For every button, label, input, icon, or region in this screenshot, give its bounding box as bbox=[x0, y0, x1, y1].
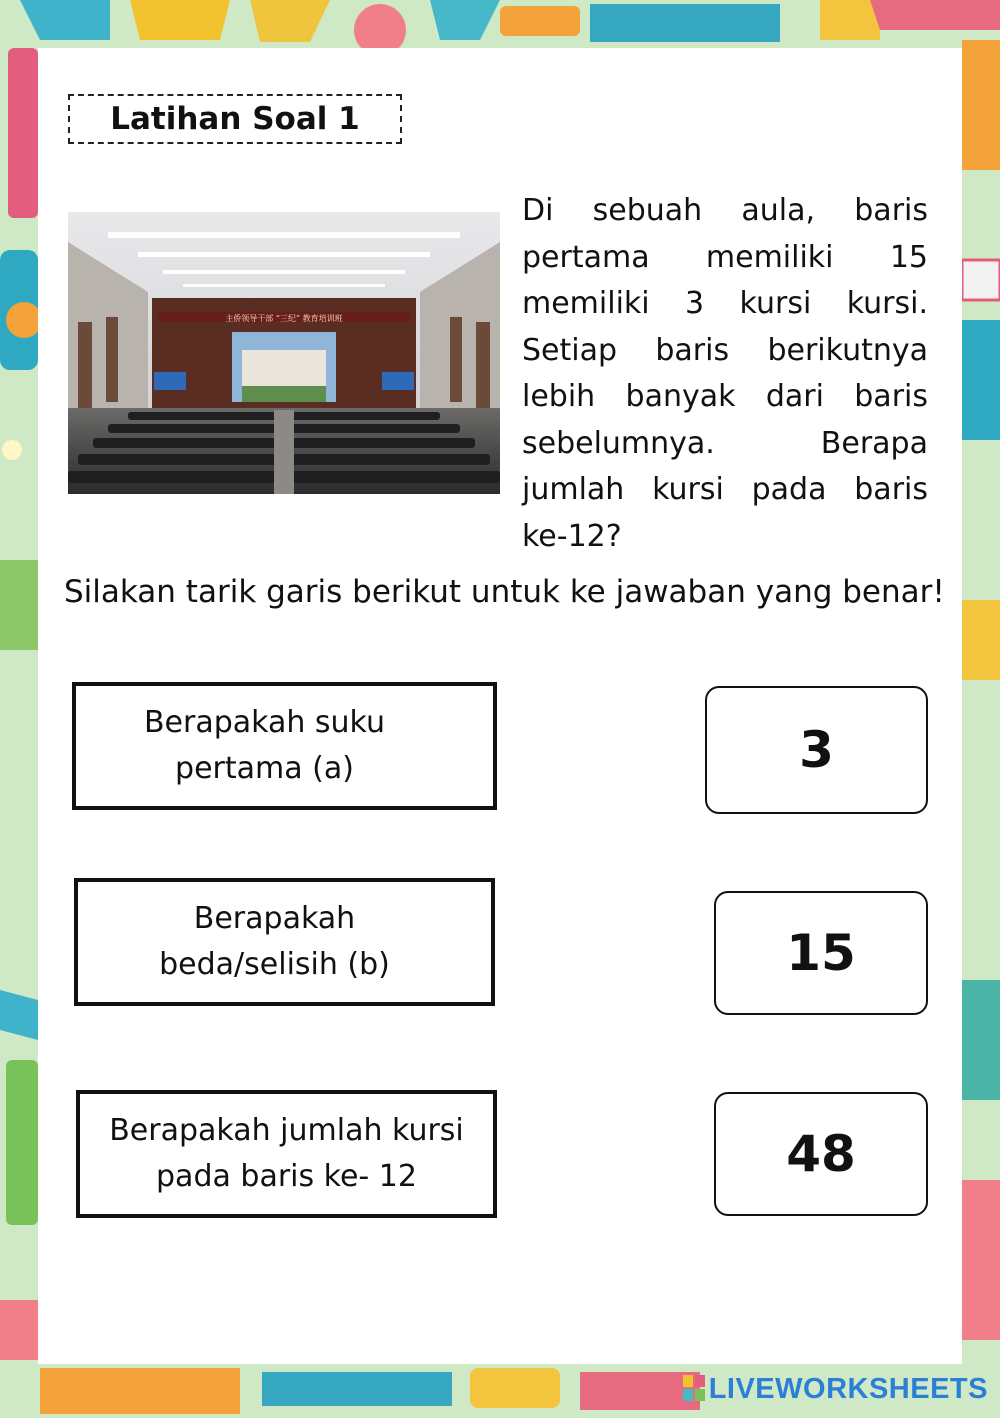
liveworksheets-logo-icon bbox=[683, 1375, 705, 1405]
question-first-term[interactable] bbox=[72, 682, 497, 810]
auditorium-photo bbox=[68, 212, 500, 494]
answer-option[interactable]: 3 bbox=[705, 686, 928, 814]
question-line: pada baris ke- 12 bbox=[156, 1159, 417, 1194]
stage-banner-text: 主侨领导干部 “三纪” 教育培训班 bbox=[225, 314, 343, 323]
question-line: Berapakah bbox=[193, 901, 356, 936]
question-line: beda/selisih (b) bbox=[159, 947, 390, 982]
worksheet-title: Latihan Soal 1 bbox=[68, 94, 402, 144]
word-problem-text: Di sebuah aula, baris pertama memiliki 15 memiliki 3 kursi kursi. Setiap baris berikutnya lebih banyak dari baris sebelumnya. Berapa jumlah kursi pada baris ke-12? bbox=[522, 193, 928, 554]
answer-option[interactable]: 48 bbox=[714, 1092, 928, 1216]
instruction-text: Silakan tarik garis berikut untuk ke jawaban yang benar! bbox=[64, 574, 945, 610]
question-line: Berapakah suku bbox=[143, 705, 386, 740]
question-difference[interactable] bbox=[74, 878, 495, 1006]
question-line: Berapakah jumlah kursi bbox=[109, 1113, 464, 1148]
answer-option[interactable]: 15 bbox=[714, 891, 928, 1015]
question-seat-count-row-12[interactable] bbox=[76, 1090, 497, 1218]
worksheet-page bbox=[38, 48, 962, 1364]
question-line: pertama (a) bbox=[175, 751, 354, 786]
liveworksheets-logo[interactable] bbox=[683, 1373, 988, 1406]
liveworksheets-brand: LIVEWORKSHEETS bbox=[708, 1373, 988, 1405]
